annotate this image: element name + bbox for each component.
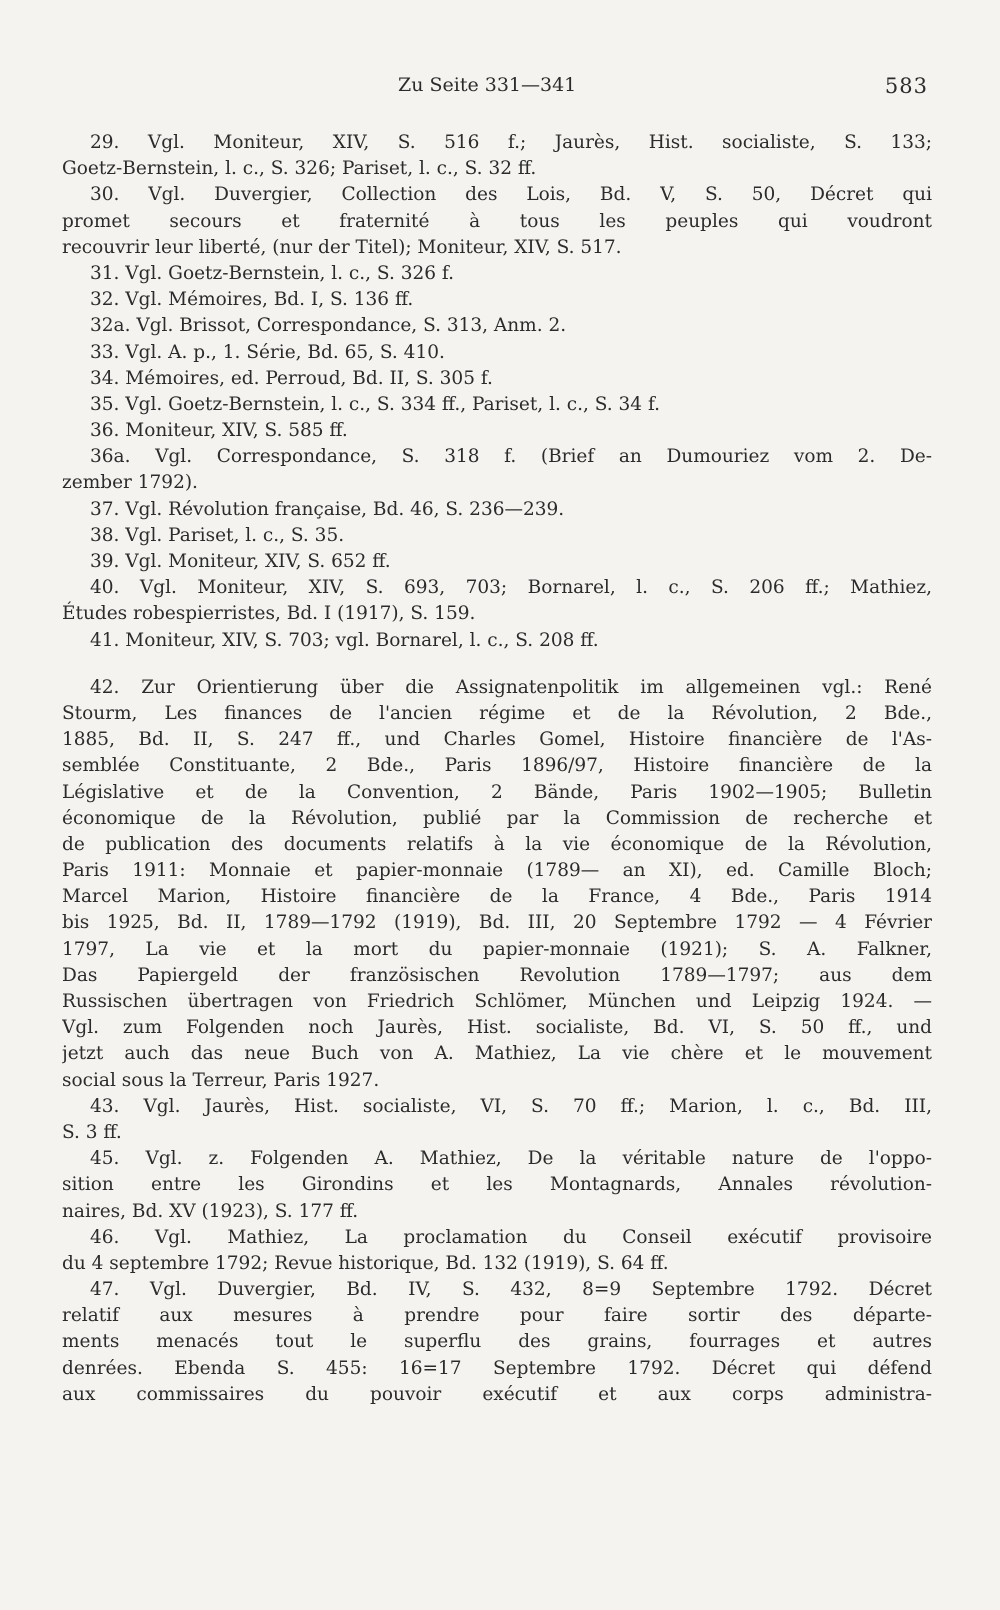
note-line: Goetz-Bernstein, l. c., S. 326; Pariset, l. c., S. 32 ff. xyxy=(62,158,537,180)
note-line: zember 1792). xyxy=(62,472,198,494)
note-line: 35. Vgl. Goetz-Bernstein, l. c., S. 334 ff., Pariset, l. c., S. 34 f. xyxy=(90,393,661,415)
note-line: Das Papiergeld der französischen Revolution 1789—1797; aus dem xyxy=(62,964,932,986)
note-line: 29. Vgl. Moniteur, XIV, S. 516 f.; Jaurès, Hist. socialiste, S. 133; xyxy=(90,132,932,153)
note-line: Stourm, Les finances de l'ancien régime et de la Révolution, 2 Bde., xyxy=(62,702,932,724)
note-line: 32. Vgl. Mémoires, Bd. I, S. 136 ff. xyxy=(90,289,414,311)
note-line: 46. Vgl. Mathiez, La proclamation du Conseil exécutif provisoire xyxy=(90,1226,932,1248)
note-line: jetzt auch das neue Buch von A. Mathiez, La vie chère et le mouvement xyxy=(62,1043,932,1065)
note-line: économique de la Révolution, publié par la Commission de recherche et xyxy=(62,807,932,829)
note-line: 34. Mémoires, ed. Perroud, Bd. II, S. 305 f. xyxy=(90,367,493,389)
note-line: 38. Vgl. Pariset, l. c., S. 35. xyxy=(90,524,345,546)
note-line: social sous la Terreur, Paris 1927. xyxy=(62,1069,380,1091)
note-line: de publication des documents relatifs à la vie économique de la Révolution, xyxy=(62,833,932,855)
note-line: 41. Moniteur, XIV, S. 703; vgl. Bornarel, l. c., S. 208 ff. xyxy=(90,629,599,651)
note-line: 30. Vgl. Duvergier, Collection des Lois, Bd. V, S. 50, Décret qui xyxy=(90,184,932,206)
note-line: 32a. Vgl. Brissot, Correspondance, S. 313, Anm. 2. xyxy=(90,315,567,337)
page-number: 583 xyxy=(884,74,928,98)
note-line: S. 3 ff. xyxy=(62,1121,122,1143)
note-line: ments menacés tout le superflu des grains, fourrages et autres xyxy=(62,1331,932,1353)
note-line: 45. Vgl. z. Folgenden A. Mathiez, De la véritable nature de l'oppo- xyxy=(90,1148,932,1170)
note-line: Russischen übertragen von Friedrich Schlömer, München und Leipzig 1924. — xyxy=(62,991,932,1012)
note-line: 37. Vgl. Révolution française, Bd. 46, S. 236—239. xyxy=(90,498,565,520)
note-line: sition entre les Girondins et les Montagnards, Annales révolution- xyxy=(62,1174,932,1196)
note-line: naires, Bd. XV (1923), S. 177 ff. xyxy=(62,1200,359,1222)
note-line: promet secours et fraternité à tous les peuples qui voudront xyxy=(62,210,932,232)
note-line: semblée Constituante, 2 Bde., Paris 1896/97, Histoire financière de la xyxy=(62,755,932,777)
running-header xyxy=(0,74,1000,104)
note-line: 39. Vgl. Moniteur, XIV, S. 652 ff. xyxy=(90,551,391,572)
note-line: 42. Zur Orientierung über die Assignatenpolitik im allgemeinen vgl.: René xyxy=(90,676,932,698)
note-line: 40. Vgl. Moniteur, XIV, S. 693, 703; Bornarel, l. c., S. 206 ff.; Mathiez, xyxy=(90,577,932,599)
note-line: bis 1925, Bd. II, 1789—1792 (1919), Bd. III, 20 Septembre 1792 — 4 Février xyxy=(62,912,932,934)
note-line: 47. Vgl. Duvergier, Bd. IV, S. 432, 8=9 Septembre 1792. Décret xyxy=(90,1279,932,1301)
paragraph-gap xyxy=(62,654,932,675)
note-line: 33. Vgl. A. p., 1. Série, Bd. 65, S. 410. xyxy=(90,341,445,363)
note-line: 43. Vgl. Jaurès, Hist. socialiste, VI, S. 70 ff.; Marion, l. c., Bd. III, xyxy=(90,1095,932,1117)
note-line: denrées. Ebenda S. 455: 16=17 Septembre 1792. Décret qui défend xyxy=(62,1357,932,1379)
header-title: Zu Seite 331—341 xyxy=(398,74,577,96)
note-line: du 4 septembre 1792; Revue historique, Bd. 132 (1919), S. 64 ff. xyxy=(62,1252,669,1274)
note-line: Études robespierristes, Bd. I (1917), S. 159. xyxy=(62,603,476,625)
note-line: 1885, Bd. II, S. 247 ff., und Charles Gomel, Histoire financière de l'As- xyxy=(62,729,932,751)
note-line: aux commissaires du pouvoir exécutif et aux corps administra- xyxy=(62,1383,932,1405)
note-line: 36. Moniteur, XIV, S. 585 ff. xyxy=(90,420,348,442)
endnotes-block xyxy=(62,130,932,1408)
note-line: Paris 1911: Monnaie et papier-monnaie (1789— an XI), ed. Camille Bloch; xyxy=(62,860,932,882)
note-line: Législative et de la Convention, 2 Bände, Paris 1902—1905; Bulletin xyxy=(62,781,932,803)
note-line: recouvrir leur liberté, (nur der Titel); Moniteur, XIV, S. 517. xyxy=(62,236,622,258)
note-line: relatif aux mesures à prendre pour faire sortir des départe- xyxy=(62,1305,932,1327)
note-line: Vgl. zum Folgenden noch Jaurès, Hist. socialiste, Bd. VI, S. 50 ff., und xyxy=(62,1017,932,1039)
note-line: 31. Vgl. Goetz-Bernstein, l. c., S. 326 f. xyxy=(90,262,454,284)
note-line: 36a. Vgl. Correspondance, S. 318 f. (Brief an Dumouriez vom 2. De- xyxy=(90,446,932,468)
note-line: 1797, La vie et la mort du papier-monnaie (1921); S. A. Falkner, xyxy=(62,938,932,960)
note-line: Marcel Marion, Histoire financière de la France, 4 Bde., Paris 1914 xyxy=(62,886,932,908)
